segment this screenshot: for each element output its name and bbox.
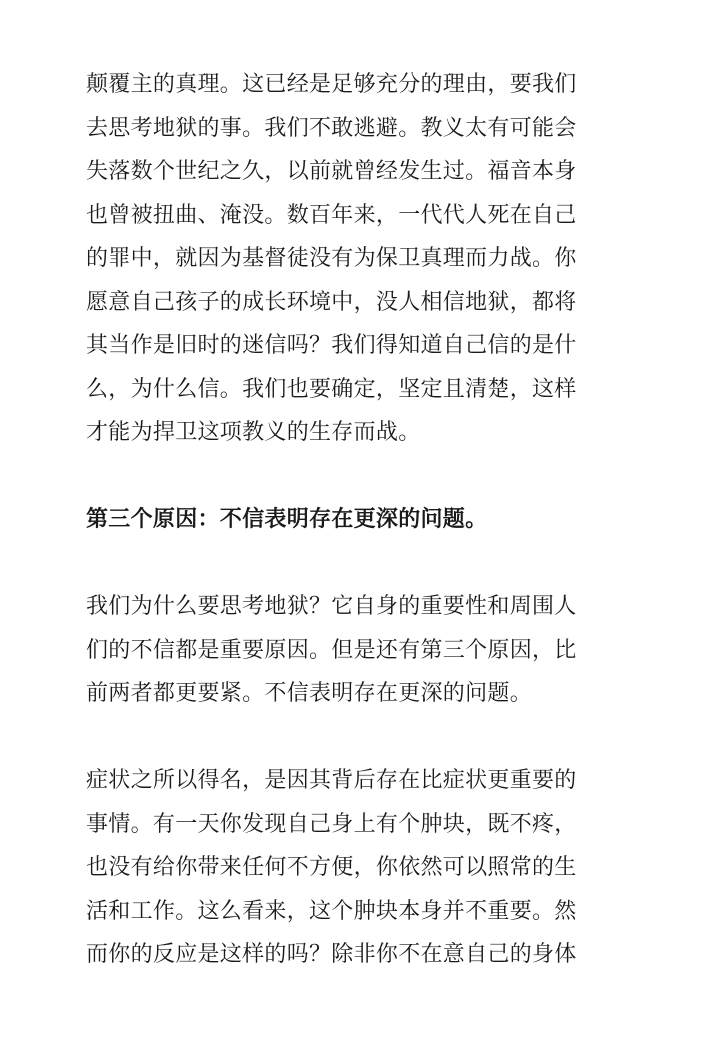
- text-line: 颠覆主的真理。这已经是足够充分的理由，要我们: [86, 72, 577, 97]
- paragraph-3: [86, 759, 626, 977]
- text-line: 的罪中，就因为基督徒没有为保卫真理而力战。你: [86, 246, 577, 271]
- text-line: 失落数个世纪之久，以前就曾经发生过。福音本身: [86, 159, 577, 184]
- text-line: 我们为什么要思考地狱？它自身的重要性和周围人: [86, 594, 577, 619]
- paragraph-1: [86, 63, 626, 455]
- text-line: 前两者都更要紧。不信表明存在更深的问题。: [86, 681, 533, 706]
- text-line: 症状之所以得名，是因其背后存在比症状更重要的: [86, 768, 577, 793]
- section-heading: [86, 498, 626, 542]
- text-line: 去思考地狱的事。我们不敢逃避。教义太有可能会: [86, 115, 577, 141]
- text-line: 愿意自己孩子的成长环境中，没人相信地狱，都将: [86, 289, 577, 315]
- text-line: 而你的反应是这样的吗？除非你不在意自己的身体: [86, 942, 577, 967]
- text-line: 才能为捍卫这项教义的生存而战。: [86, 420, 421, 445]
- document-page: [86, 63, 626, 977]
- text-line: 事情。有一天你发现自己身上有个肿块，既不疼，: [86, 811, 577, 837]
- text-line: 也曾被扭曲、淹没。数百年来，一代代人死在自己: [86, 202, 577, 228]
- heading-text: 第三个原因：不信表明存在更深的问题。: [86, 507, 488, 532]
- paragraph-gap: [86, 542, 626, 586]
- text-line: 也没有给你带来任何不方便，你依然可以照常的生: [86, 855, 577, 880]
- text-line: 么，为什么信。我们也要确定，坚定且清楚，这样: [86, 376, 577, 402]
- text-line: 活和工作。这么看来，这个肿块本身并不重要。然: [86, 898, 577, 924]
- text-line: 其当作是旧时的迷信吗？我们得知道自己信的是什: [86, 333, 577, 358]
- paragraph-gap: [86, 455, 626, 499]
- paragraph-2: [86, 585, 626, 716]
- paragraph-gap: [86, 716, 626, 760]
- text-line: 们的不信都是重要原因。但是还有第三个原因，比: [86, 637, 577, 663]
